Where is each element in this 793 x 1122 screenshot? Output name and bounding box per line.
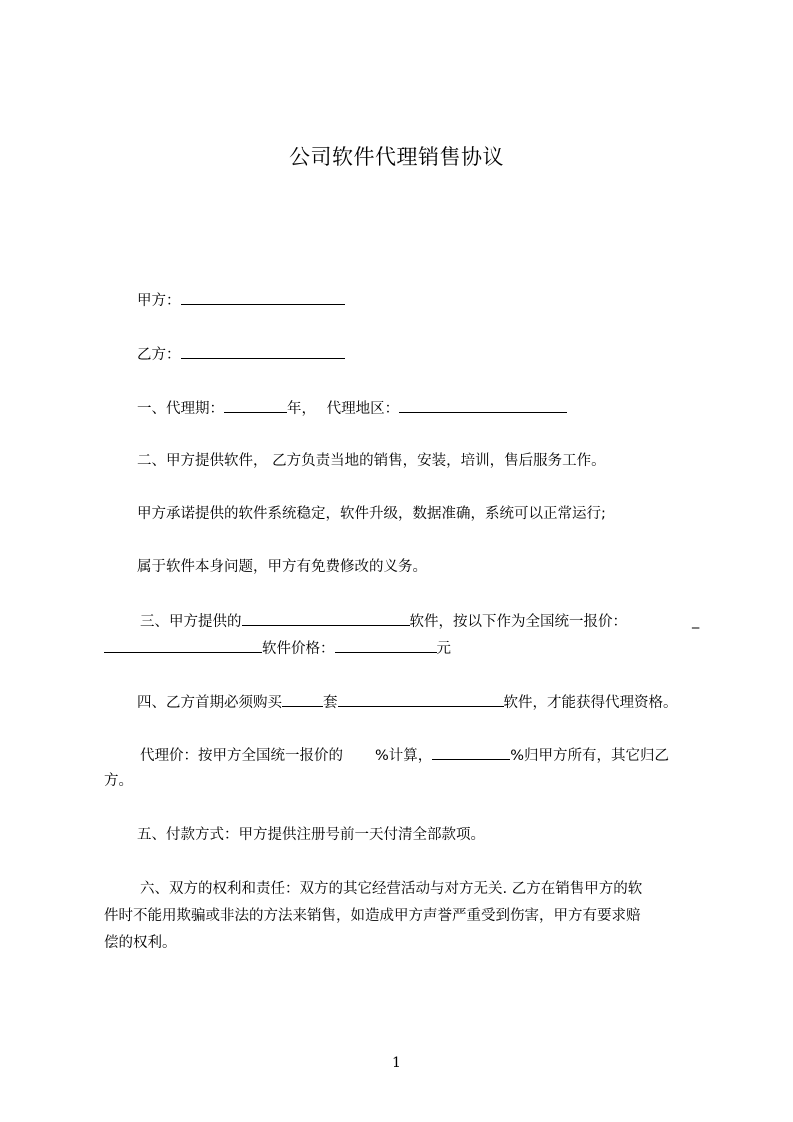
- clause-3-unit: 元: [436, 641, 451, 657]
- document-title: 公司软件代理销售协议: [289, 145, 504, 169]
- party-b-label: 乙方：: [137, 347, 181, 363]
- party-a-label: 甲方：: [137, 293, 181, 309]
- clause-6-line-3: 偿的权利。: [104, 935, 177, 951]
- clause-1-area: 代理地区：: [326, 401, 400, 417]
- clause-6-line-1: 六、双方的权利和责任：双方的其它经营活动与对方无关. 乙方在销售甲方的软: [140, 881, 643, 897]
- clause-4-set: 套: [323, 695, 338, 711]
- party-a-blank: [181, 290, 345, 305]
- share-blank: [432, 745, 510, 760]
- party-b-line: [137, 344, 345, 365]
- clause-3: [140, 611, 627, 632]
- area-blank: [399, 398, 567, 413]
- clause-2-commitment: 甲方承诺提供的软件系统稳定，软件升级，数据准确，系统可以正常运行;: [137, 506, 606, 522]
- clause-3-mid: 软件，按以下作为全国统一报价：: [409, 614, 627, 630]
- clause-3-price-line: [104, 638, 451, 659]
- clause-1-prefix: 一、代理期：: [137, 401, 224, 417]
- clause-4-suffix: 软件，才能获得代理资格。: [503, 695, 678, 711]
- agency-suffix: %归甲方所有，其它归乙: [510, 748, 670, 764]
- agency-prefix: 代理价：按甲方全国统一报价的: [140, 748, 343, 764]
- clause-1-year: 年，: [287, 401, 316, 417]
- software-name-blank: [242, 611, 410, 626]
- quantity-blank: [282, 692, 323, 707]
- agency-mid: %计算，: [375, 748, 433, 764]
- clause-2-obligation: 属于软件本身问题，甲方有免费修改的义务。: [137, 559, 427, 575]
- term-blank: [224, 398, 287, 413]
- software-type-blank: [338, 692, 504, 707]
- agency-price: [140, 745, 669, 766]
- clause-3-prefix: 三、甲方提供的: [140, 614, 242, 630]
- price-blank: [335, 638, 437, 653]
- party-b-blank: [181, 344, 345, 359]
- clause-3-blank-start: _: [692, 613, 700, 629]
- clause-2: 二、甲方提供软件， 乙方负责当地的销售，安装，培训，售后服务工作。: [137, 453, 606, 469]
- clause-3-price: 软件价格：: [262, 641, 335, 657]
- clause-4: [137, 692, 678, 713]
- page-number: 1: [392, 1055, 401, 1071]
- clause-6-line-2: 件时不能用欺骗或非法的方法来销售，如造成甲方声誉严重受到伤害，甲方有要求赔: [104, 908, 641, 924]
- clause-4-prefix: 四、乙方首期必须购买: [137, 695, 282, 711]
- agency-price-line-2: 方。: [104, 773, 133, 789]
- price-item-blank: [104, 638, 262, 653]
- party-a-line: [137, 290, 345, 311]
- clause-1: [137, 398, 567, 419]
- clause-5: 五、付款方式：甲方提供注册号前一天付清全部款项。: [137, 827, 485, 843]
